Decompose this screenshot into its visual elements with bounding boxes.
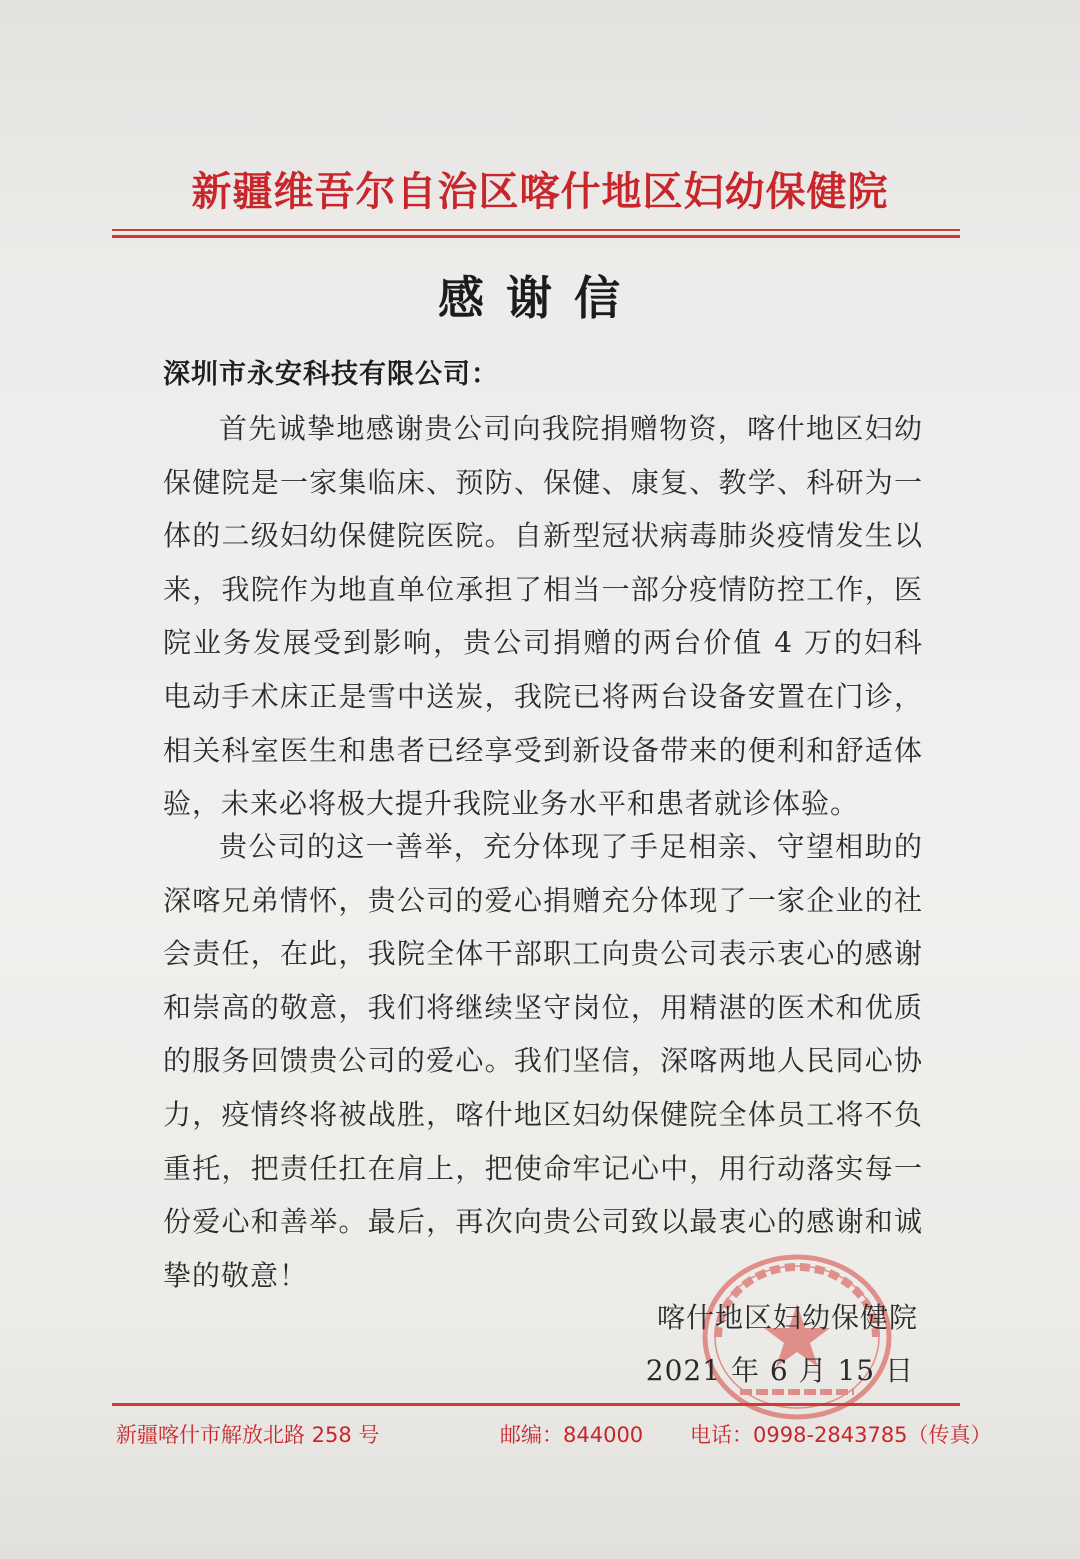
letter-title: 感谢信 [438,271,642,325]
letterhead-org-name: 新疆维吾尔自治区喀什地区妇幼保健院 [191,169,889,215]
footer-rule [112,1403,960,1406]
letter-salutation: 深圳市永安科技有限公司： [163,359,499,390]
letter-paragraph-1: 首先诚挚地感谢贵公司向我院捐赠物资，喀什地区妇幼保健院是一家集临床、预防、保健、康复、教学、科研为一体的二级妇幼保健院医院。自新型冠状病毒肺炎疫情发生以来，我院作为地直单位承担了相当一部分疫情防控工作，医院业务发展受到影响，贵公司捐赠的两台价值 4 万的妇科电动手术床正是雪中送炭，我院已将两台设备安置在门诊，相关科室医生和患者已经享受到新设备带来的便利和舒适体验，未来必将极大提升我院业务水平和患者就诊体验。 [163,412,923,821]
letterhead-rule-thin [112,229,960,231]
footer-phone: 电话：0998-2843785（传真） [690,1423,992,1447]
signature-organization: 喀什地区妇幼保健院 [656,1301,918,1334]
footer-address: 新疆喀什市解放北路 258 号 [116,1423,380,1447]
letterhead-rule-thick [112,235,960,238]
letter-paragraph-2: 贵公司的这一善举，充分体现了手足相亲、守望相助的深喀兄弟情怀，贵公司的爱心捐赠充分体现了一家企业的社会责任，在此，我院全体干部职工向贵公司表示衷心的感谢和崇高的敬意，我们将继续坚守岗位，用精湛的医术和优质的服务回馈贵公司的爱心。我们坚信，深喀两地人民同心协力，疫情终将被战胜，喀什地区妇幼保健院全体员工将不负重托，把责任扛在肩上，把使命牢记心中，用行动落实每一份爱心和善举。最后，再次向贵公司致以最衷心的感谢和诚挚的敬意！ [163,830,923,1292]
footer-postcode: 邮编：844000 [500,1423,644,1447]
signature-date: 2021 年 6 月 15 日 [645,1354,914,1387]
